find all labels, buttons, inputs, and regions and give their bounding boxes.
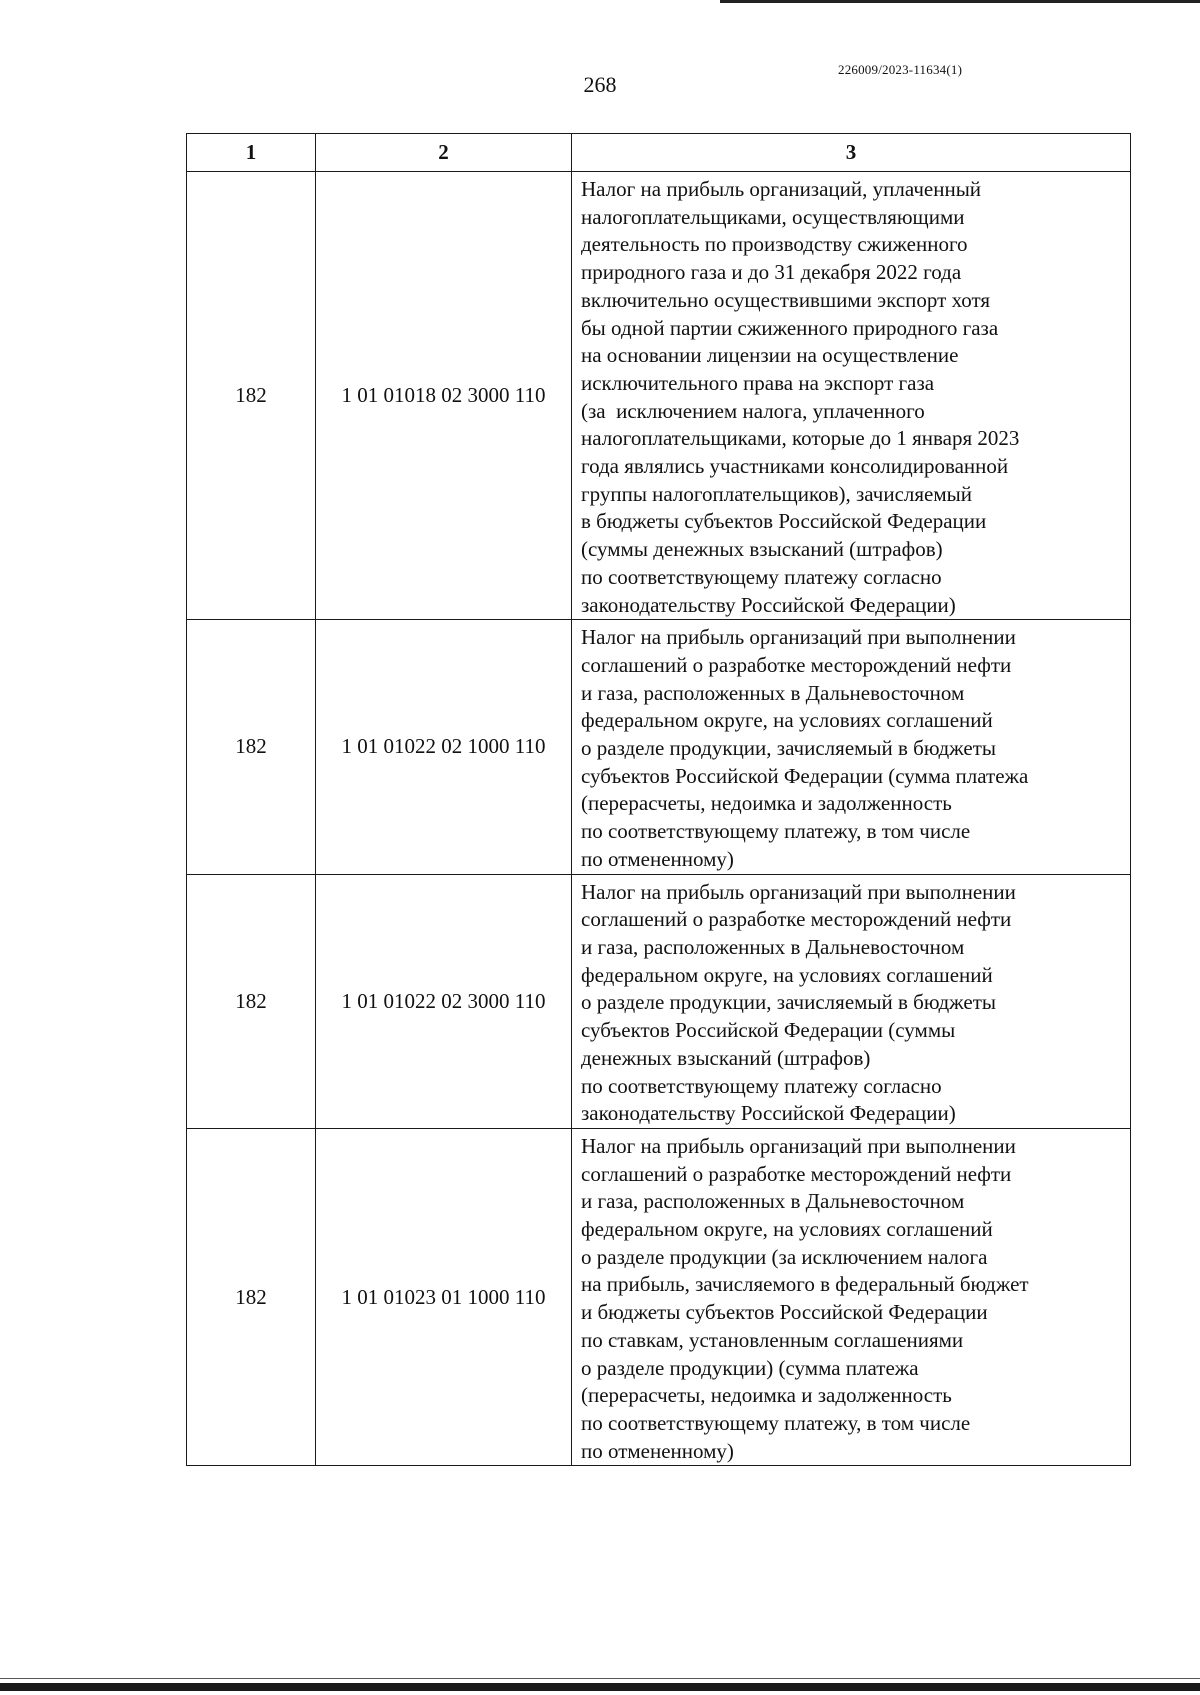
column-header-3: 3 xyxy=(572,134,1131,172)
admin-code-cell: 182 xyxy=(187,874,316,1128)
budget-code-cell: 1 01 01022 02 1000 110 xyxy=(316,620,572,874)
admin-code-cell: 182 xyxy=(187,172,316,620)
budget-code-cell: 1 01 01022 02 3000 110 xyxy=(316,874,572,1128)
table-row xyxy=(187,1128,1131,1465)
budget-code-cell: 1 01 01023 01 1000 110 xyxy=(316,1128,572,1465)
column-header-1: 1 xyxy=(187,134,316,172)
table-row xyxy=(187,874,1131,1128)
page-number: 268 xyxy=(583,72,617,97)
top-edge-rule xyxy=(720,0,1200,3)
budget-code-cell: 1 01 01018 02 3000 110 xyxy=(316,172,572,620)
table-row xyxy=(187,172,1131,620)
description-cell: Налог на прибыль организаций при выполнении соглашений о разработке месторождений нефти и газа, расположенных в Дальневосточном федеральном округе, на условиях соглашений о разделе продукции, зачисляемый в бюджеты субъектов Российской Федерации (суммы денежных взысканий (штрафов) по соответствующему платежу согласно законодательству Российской Федерации) xyxy=(572,874,1131,1128)
admin-code-cell: 182 xyxy=(187,1128,316,1465)
document-id: 226009/2023-11634(1) xyxy=(838,62,963,77)
table-row xyxy=(187,620,1131,874)
table-header-row xyxy=(187,134,1131,172)
column-header-2: 2 xyxy=(316,134,572,172)
description-cell: Налог на прибыль организаций, уплаченный налогоплательщиками, осуществляющими деятельность по производству сжиженного природного газа и до 31 декабря 2022 года включительно осуществившими экспорт хотя бы одной партии сжиженного природного газа на основании лицензии на осуществление исключительного права на экспорт газа (за исключением налога, уплаченного налогоплательщиками, которые до 1 января 2023 года являлись участниками консолидированной группы налогоплательщиков), зачисляемый в бюджеты субъектов Российской Федерации (суммы денежных взысканий (штрафов) по соответствующему платежу согласно законодательству Российской Федерации) xyxy=(572,172,1131,620)
admin-code-cell: 182 xyxy=(187,620,316,874)
description-cell: Налог на прибыль организаций при выполнении соглашений о разработке месторождений нефти и газа, расположенных в Дальневосточном федеральном округе, на условиях соглашений о разделе продукции, зачисляемый в бюджеты субъектов Российской Федерации (сумма платежа (перерасчеты, недоимка и задолженность по соответствующему платежу, в том числе по отмененному) xyxy=(572,620,1131,874)
description-cell: Налог на прибыль организаций при выполнении соглашений о разработке месторождений нефти и газа, расположенных в Дальневосточном федеральном округе, на условиях соглашений о разделе продукции (за исключением налога на прибыль, зачисляемого в федеральный бюджет и бюджеты субъектов Российской Федерации по ставкам, установленным соглашениями о разделе продукции) (сумма платежа (перерасчеты, недоимка и задолженность по соответствующему платежу, в том числе по отмененному) xyxy=(572,1128,1131,1465)
bottom-edge-rule xyxy=(0,1683,1200,1691)
bottom-scan-line xyxy=(0,1678,1200,1679)
budget-codes-table xyxy=(186,133,1131,1466)
